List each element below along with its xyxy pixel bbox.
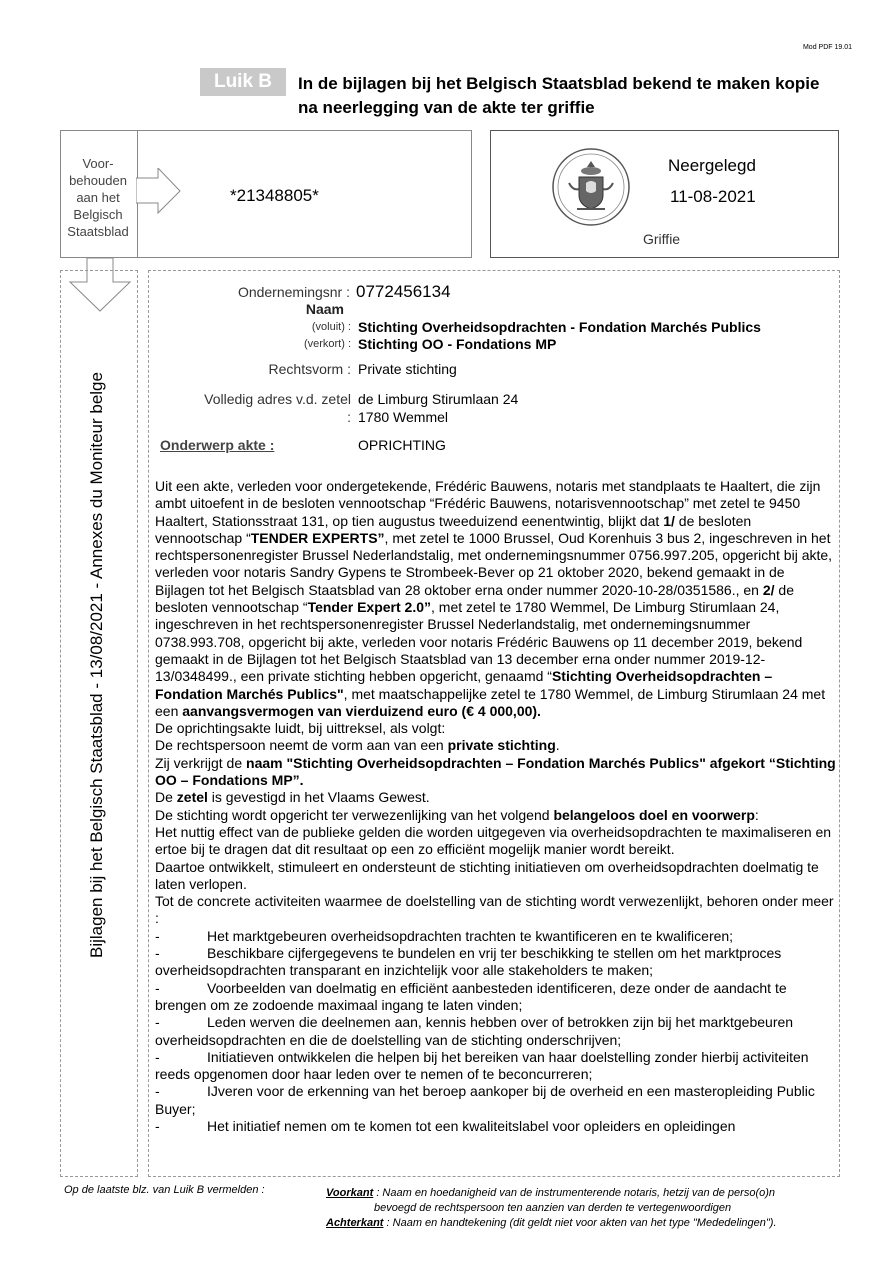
list-item: - Initiatieven ontwikkelen die helpen bij het bereiken van haar doelstelling zonder hierbij activiteiten reeds opgenomen door haar leden over te nemen of te beconcurreren; [155, 1048, 809, 1083]
voluit-value: Stichting Overheidsopdrachten - Fondation Marchés Publics [358, 319, 761, 335]
paragraph: De zetel is gevestigd in het Vlaams Gewest. [155, 789, 430, 806]
reserved-line: Voor- [82, 156, 114, 171]
list-item: - Voorbeelden van doelmatig en efficiënt aanbesteden identificeren, deze onder de aandacht te brengen om ze zodoende maximaal ingang te laten vinden; [155, 979, 787, 1013]
reserved-line: aan het [76, 190, 120, 205]
rechtsvorm-value: Private stichting [358, 361, 457, 377]
ondernemingsnr-label: Ondernemingsnr : [237, 284, 350, 300]
ondernemingsnr-value: 0772456134 [356, 282, 451, 301]
list-item: - Het marktgebeuren overheidsopdrachten trachten te kwantificeren en te kwalificeren; [155, 927, 734, 944]
reserved-label [62, 155, 134, 240]
list-item: - IJveren voor de erkenning van het beroep aankoper bij de overheid en een masteropleiding Public Buyer; [155, 1083, 815, 1117]
paragraph: Daartoe ontwikkelt, stimuleert en ondersteunt de stichting initiatieven om overheidsopdrachten doelmatig te laten verlopen. [155, 858, 819, 892]
list-item: - Het initiatief nemen om te komen tot een kwaliteitslabel voor opleiders en opleidingen [155, 1117, 736, 1134]
reserved-line: Staatsblad [67, 224, 129, 239]
side-margin-text: Bijlagen bij het Belgisch Staatsblad - 13/08/2021 - Annexes du Moniteur belge [87, 372, 106, 958]
footer-achterkant: Achterkant : Naam en handtekening (dit geldt niet voor akten van het type "Mededelingen"). [326, 1217, 777, 1229]
footer-voorkant-cont: bevoegd de rechtspersoon ten aanzien van derden te vertegenwoordigen [374, 1202, 732, 1214]
luik-badge: Luik B [200, 68, 286, 96]
footer-voorkant: Voorkant : Naam en hoedanigheid van de instrumenterende notaris, hetzij van de perso(o)n [326, 1187, 776, 1199]
paragraph: Tot de concrete activiteiten waarmee de doelstelling van de stichting wordt verwezenlijkt, behoren onder meer : [155, 893, 834, 927]
paragraph: De rechtspersoon neemt de vorm aan van een private stichting. [155, 737, 560, 754]
adres-line-1: de Limburg Stirumlaan 24 [358, 391, 519, 407]
onderwerp-value: OPRICHTING [358, 437, 446, 453]
naam-label: Naam [305, 301, 344, 317]
title-line-1: In de bijlagen bij het Belgisch Staatsblad bekend te maken kopie [298, 74, 820, 93]
page-title [298, 72, 819, 120]
rechtsvorm-label: Rechtsvorm : [268, 361, 351, 377]
paragraph: Het nuttig effect van de publieke gelden die worden uitgegeven via overheidsopdrachten te maximaliseren en ertoe bij te dragen dat dit resultaat op een zo efficiënt mogelijk manier wordt bereikt. [155, 823, 832, 858]
reserved-line: Belgisch [73, 207, 123, 222]
coat-of-arms-seal-icon [551, 147, 631, 227]
paragraph: De oprichtingsakte luidt, bij uittreksel, als volgt: [155, 720, 446, 737]
list-item: - Leden werven die deelnemen aan, kennis hebben over of betrokken zijn bij het marktgebeuren overheidsopdrachten en die de doelstelling van de stichting onderschrijven; [155, 1014, 794, 1048]
title-line-2: na neerlegging van de akte ter griffie [298, 98, 595, 117]
verkort-value: Stichting OO - Fondations MP [358, 336, 557, 352]
document-number: *21348805* [230, 186, 319, 205]
verkort-label: (verkort) : [303, 338, 351, 350]
adres-colon: : [347, 409, 351, 425]
paragraph: Zij verkrijgt de naam "Stichting Overheidsopdrachten – Fondation Marchés Publics" afgekort “Stichting OO – Fondations MP”. [155, 754, 836, 789]
paragraph: Uit een akte, verleden voor ondergetekende, Frédéric Bauwens, notaris met standplaats te Haaltert, die zijn ambt uitoefent in de besloten vennootschap “Frédéric Bauwens, notarisvennootschap” met zetel te 9450 Haaltert, Stationsstraat 131, op tien augustus tweeduizend eenentwintig, blijkt dat 1/ de besloten vennootschap “TENDER EXPERTS”, met zetel te 1000 Brussel, Oud Korenhuis 3 bus 2, ingeschreven in het rechtspersonenregister Brussel Nederlandstalig, met ondernemingsnummer 0756.997.205, opgericht bij akte, verleden voor notaris Sandry Gypens te Strombeek-Bever op 21 oktober 2020, bekend gemaakt in de Bijlagen tot het Belgisch Staatsblad van 28 oktober erna onder nummer 2020-10-28/0351586., en 2/ de besloten vennootschap “Tender Expert 2.0”, met zetel te 1780 Wemmel, De Limburg Stirumlaan 24, ingeschreven in het rechtspersonenregister Brussel Nederlandstalig, met ondernemingsnummer 0738.993.708, opgericht bij akte, verleden voor notaris Frédéric Bauwens op 11 december 2019, bekend gemaakt in de Bijlagen tot het Belgisch Staatsblad van 13 december erna onder nummer 2019-12-13/0348499., een private stichting hebben opgericht, genaamd “Stichting Overheidsopdrachten – Fondation Marchés Publics", met maatschappelijke zetel te 1780 Wemmel, de Limburg Stirumlaan 24 met een aanvangsvermogen van vierduizend euro (€ 4 000,00). [155, 478, 833, 719]
paragraph: De stichting wordt opgericht ter verwezenlijking van het volgend belangeloos doel en voorwerp: [155, 806, 759, 823]
footer-notes [326, 1186, 846, 1231]
onderwerp-label: Onderwerp akte : [160, 437, 275, 453]
adres-label: Volledig adres v.d. zetel [204, 391, 351, 407]
reserved-line: behouden [69, 173, 127, 188]
stamp-date: 11-08-2021 [670, 187, 756, 206]
stamp-label: Neergelegd [668, 156, 756, 175]
form-version: Mod PDF 19.01 [802, 44, 852, 51]
deed-body [155, 478, 837, 1135]
adres-line-2: 1780 Wemmel [358, 409, 449, 425]
footer-instruction: Op de laatste blz. van Luik B vermelden : [64, 1184, 265, 1196]
stamp-office: Griffie [643, 231, 681, 247]
voluit-label: (voluit) : [311, 321, 351, 333]
list-item: - Beschikbare cijfergegevens te bundelen en vrij ter beschikking te stellen om het marktproces overheidsopdrachten transparant en inzichtelijk voor alle stakeholders te maken; [155, 945, 782, 979]
